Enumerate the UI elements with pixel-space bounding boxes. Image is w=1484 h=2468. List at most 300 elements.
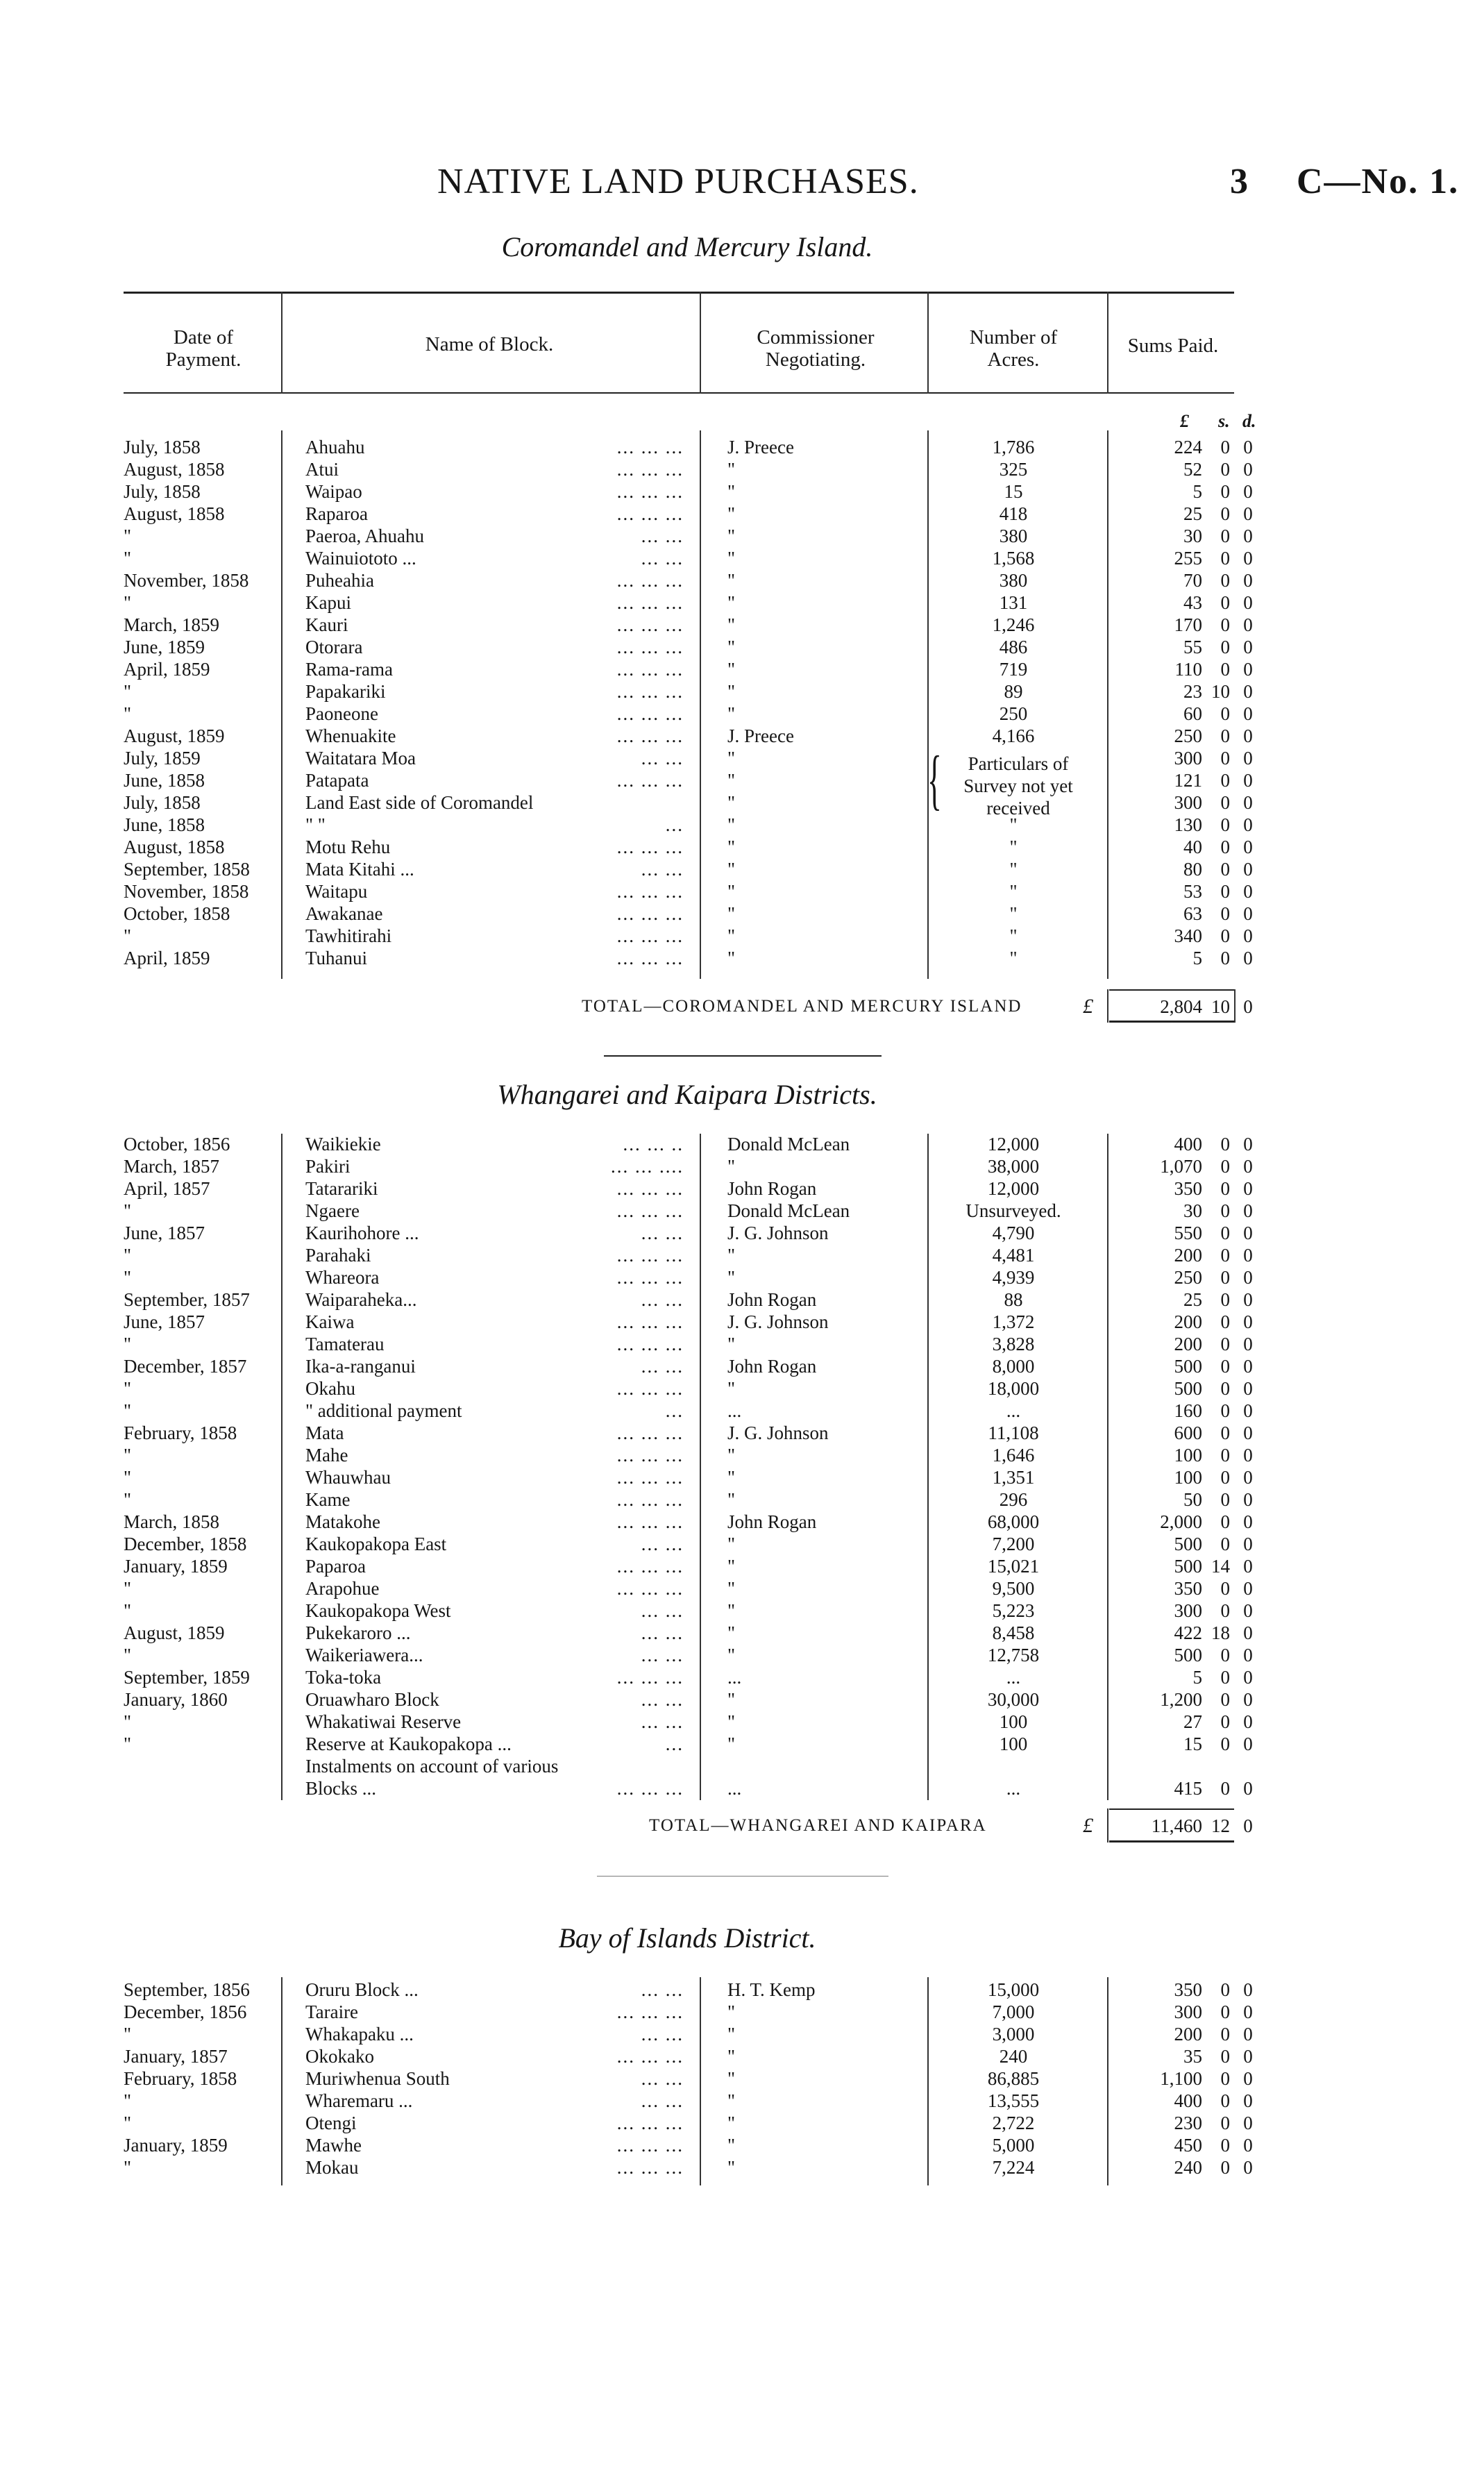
table-row (0, 1355, 1484, 1377)
leader-dots: ... ... ... (616, 2135, 684, 2156)
payment-date: January, 1857 (124, 2046, 228, 2067)
pence: 0 (1243, 1267, 1253, 1288)
leader-dots: ... ... ... (616, 1200, 684, 1221)
block-cell (305, 2001, 684, 2023)
block-name: Mata (305, 1422, 351, 1443)
table-row (0, 1333, 1484, 1355)
block-cell (305, 1288, 684, 1311)
pounds: 43 (1183, 592, 1202, 613)
table-row (0, 591, 1484, 614)
pence: 0 (1243, 1422, 1253, 1443)
block-cell (305, 858, 684, 880)
block-cell (305, 658, 684, 680)
leader-dots: ... ... .. (623, 1134, 684, 1155)
payment-date: April, 1859 (124, 659, 210, 680)
table-row (0, 1177, 1484, 1200)
leader-dots: ... (665, 1400, 684, 1421)
acres: 18,000 (987, 1378, 1040, 1399)
leader-dots: ... ... ... (616, 2157, 684, 2178)
commissioner: John Rogan (727, 1356, 817, 1377)
shillings: 0 (1220, 925, 1230, 946)
commissioner: " (727, 1378, 736, 1399)
payment-date: " (124, 548, 132, 569)
acres: 100 (999, 1734, 1028, 1754)
shillings: 0 (1220, 1645, 1230, 1665)
unit-pence: d. (1242, 411, 1256, 431)
payment-date: " (124, 1245, 132, 1266)
acres: 250 (999, 703, 1028, 724)
pence: 0 (1243, 1667, 1253, 1688)
commissioner: Donald McLean (727, 1134, 850, 1155)
block-cell (305, 2023, 684, 2045)
table-row (0, 503, 1484, 525)
commissioner: " (727, 2001, 736, 2022)
block-cell (305, 1666, 684, 1688)
commissioner: " (727, 748, 736, 769)
block-name: Puheahia (305, 570, 381, 591)
table-row (0, 1688, 1484, 1711)
block-cell (305, 814, 684, 836)
header-divider (927, 292, 929, 394)
page-header (0, 0, 1484, 229)
table-row (0, 703, 1484, 725)
table-row (0, 836, 1484, 858)
shillings: 0 (1220, 1689, 1230, 1710)
total-currency: £ (1083, 1814, 1093, 1837)
acres: 4,481 (992, 1245, 1035, 1266)
table-row (0, 1777, 1484, 1799)
shillings: 0 (1220, 1134, 1230, 1155)
pence: 0 (1243, 1289, 1253, 1310)
table-row (0, 525, 1484, 547)
leader-dots: ... ... ... (616, 1511, 684, 1532)
payment-date: June, 1858 (124, 814, 205, 835)
pounds: 5 (1192, 1667, 1202, 1688)
commissioner: " (727, 659, 736, 680)
table-row (0, 1200, 1484, 1222)
pounds: 350 (1174, 1979, 1202, 2000)
pence: 0 (1243, 481, 1253, 502)
block-cell (305, 747, 684, 769)
pence: 0 (1243, 1511, 1253, 1532)
block-cell (305, 1244, 684, 1266)
leader-dots: ... (665, 814, 684, 835)
leader-dots: ... ... (641, 1289, 684, 1310)
payment-date: September, 1856 (124, 1979, 250, 2000)
total-divider (1234, 989, 1236, 1023)
table-row (0, 436, 1484, 458)
pounds: 200 (1174, 1334, 1202, 1354)
block-cell (305, 1511, 684, 1533)
acres: 13,555 (987, 2090, 1040, 2111)
pence: 0 (1243, 526, 1253, 546)
table-row (0, 925, 1484, 947)
block-name: Whauwhau (305, 1467, 398, 1488)
block-name: Tuhanui (305, 948, 374, 968)
acres: 88 (1004, 1289, 1023, 1310)
commissioner: " (727, 1534, 736, 1554)
table-row (0, 1133, 1484, 1155)
commissioner: " (727, 703, 736, 724)
shillings: 0 (1220, 725, 1230, 746)
pounds: 80 (1183, 859, 1202, 880)
section-title-coromandel: Coromandel and Mercury Island. (501, 231, 873, 262)
commissioner: " (727, 681, 736, 702)
commissioner: " (727, 1445, 736, 1466)
shillings: 0 (1220, 637, 1230, 657)
total-label: TOTAL—COROMANDEL AND MERCURY ISLAND (582, 997, 1022, 1016)
block-cell (305, 1444, 684, 1466)
commissioner: " (727, 2046, 736, 2067)
table-row (0, 2045, 1484, 2067)
acres: 3,828 (992, 1334, 1035, 1354)
leader-dots: ... ... (641, 2068, 684, 2089)
block-cell (305, 1466, 684, 1488)
pence: 0 (1243, 2068, 1253, 2089)
acres: 68,000 (987, 1511, 1040, 1532)
shillings: 0 (1220, 1445, 1230, 1466)
leader-dots: ... ... (641, 2024, 684, 2045)
block-name: Waikeriawera... (305, 1645, 430, 1665)
block-name: Mokau (305, 2157, 366, 2178)
acres: " (1009, 859, 1018, 880)
total-pence: 0 (1243, 996, 1253, 1017)
block-name: Kaurihohore ... (305, 1223, 425, 1243)
shillings: 10 (1211, 681, 1230, 702)
shillings: 0 (1220, 1200, 1230, 1221)
acres: ... (1006, 1667, 1021, 1688)
block-cell (305, 1711, 684, 1733)
acres: 8,458 (992, 1622, 1035, 1643)
leader-dots: ... ... ... (616, 437, 684, 457)
acres: " (1009, 881, 1018, 902)
block-name: Atui (305, 459, 346, 480)
block-cell (305, 1622, 684, 1644)
payment-date: December, 1858 (124, 1534, 247, 1554)
table-row (0, 1266, 1484, 1288)
block-cell (305, 436, 684, 458)
pence: 0 (1243, 859, 1253, 880)
shillings: 0 (1220, 1422, 1230, 1443)
block-cell (305, 1777, 684, 1799)
commissioner: " (727, 948, 736, 968)
leader-dots: ... ... ... (616, 770, 684, 791)
commissioner: " (727, 837, 736, 857)
leader-dots: ... ... (641, 1979, 684, 2000)
pounds: 25 (1183, 503, 1202, 524)
commissioner: " (727, 1734, 736, 1754)
block-name: Parahaki (305, 1245, 378, 1266)
acres: 1,351 (992, 1467, 1035, 1488)
leader-dots: ... ... ... (616, 1778, 684, 1799)
table-row (0, 569, 1484, 591)
pence: 0 (1243, 2113, 1253, 2133)
block-cell (305, 903, 684, 925)
block-cell (305, 2045, 684, 2067)
shillings: 0 (1220, 437, 1230, 457)
block-name: " additional payment (305, 1400, 469, 1421)
leader-dots: ... ... ... (616, 925, 684, 946)
unit-pounds: £ (1180, 411, 1189, 431)
total-rule (1109, 1808, 1234, 1810)
payment-date: " (124, 925, 132, 946)
total-rule (1109, 1840, 1234, 1842)
pence: 0 (1243, 1489, 1253, 1510)
pounds: 60 (1183, 703, 1202, 724)
commissioner: " (727, 1489, 736, 1510)
block-cell (305, 503, 684, 525)
pence: 0 (1243, 748, 1253, 769)
table-row (0, 2090, 1484, 2112)
block-cell (305, 1733, 684, 1755)
acres: 9,500 (992, 1578, 1035, 1599)
acres: 1,646 (992, 1445, 1035, 1466)
total-rule (1109, 989, 1234, 991)
table-row (0, 1600, 1484, 1622)
table-row (0, 1422, 1484, 1444)
pounds: 100 (1174, 1445, 1202, 1466)
pounds: 300 (1174, 1600, 1202, 1621)
table-row (0, 814, 1484, 836)
leader-dots: ... ... ... (616, 725, 684, 746)
block-name: Awakanae (305, 903, 389, 924)
table-row (0, 1979, 1484, 2001)
table-row (0, 1155, 1484, 1177)
pence: 0 (1243, 1689, 1253, 1710)
block-name: Kaiwa (305, 1311, 361, 1332)
block-cell (305, 480, 684, 503)
payment-date: " (124, 2113, 132, 2133)
commissioner: " (727, 2135, 736, 2156)
pence: 0 (1243, 570, 1253, 591)
leader-dots: ... ... ... (616, 1267, 684, 1288)
leader-dots: ... ... (641, 1356, 684, 1377)
pounds: 70 (1183, 570, 1202, 591)
block-cell (305, 1555, 684, 1577)
payment-date: January, 1860 (124, 1689, 228, 1710)
commissioner: " (727, 459, 736, 480)
shillings: 0 (1220, 881, 1230, 902)
block-name: Otengi (305, 2113, 364, 2133)
payment-date: " (124, 1645, 132, 1665)
block-cell (305, 1355, 684, 1377)
table-row (0, 636, 1484, 658)
header-bottom-rule (124, 392, 1234, 394)
acres: 4,166 (992, 725, 1035, 746)
shillings: 0 (1220, 2090, 1230, 2111)
pounds: 35 (1183, 2046, 1202, 2067)
table-row (0, 614, 1484, 636)
shillings: 0 (1220, 1356, 1230, 1377)
block-cell (305, 1133, 684, 1155)
leader-dots: ... ... (641, 1622, 684, 1643)
commissioner: " (727, 1622, 736, 1643)
payment-date: " (124, 1334, 132, 1354)
commissioner: ... (727, 1667, 742, 1688)
block-name: Mata Kitahi ... (305, 859, 421, 880)
payment-date: " (124, 1267, 132, 1288)
leader-dots: ... ... (641, 2090, 684, 2111)
block-name: Otorara (305, 637, 369, 657)
acres: 1,568 (992, 548, 1035, 569)
pounds: 53 (1183, 881, 1202, 902)
pounds: 300 (1174, 792, 1202, 813)
pence: 0 (1243, 1178, 1253, 1199)
total-currency: £ (1083, 995, 1093, 1018)
shillings: 0 (1220, 1378, 1230, 1399)
commissioner: " (727, 1600, 736, 1621)
commissioner: John Rogan (727, 1289, 817, 1310)
table-row (0, 480, 1484, 503)
block-cell (305, 1400, 684, 1422)
payment-date: September, 1859 (124, 1667, 250, 1688)
pounds: 340 (1174, 925, 1202, 946)
leader-dots: ... ... ... (616, 637, 684, 657)
pence: 0 (1243, 1334, 1253, 1354)
block-cell (305, 1688, 684, 1711)
commissioner: " (727, 770, 736, 791)
block-name: Tamaterau (305, 1334, 391, 1354)
shillings: 0 (1220, 2157, 1230, 2178)
commissioner: J. G. Johnson (727, 1311, 829, 1332)
block-name: Waikiekie (305, 1134, 388, 1155)
acres: 89 (1004, 681, 1023, 702)
total-divider (1107, 989, 1108, 1023)
total-pence: 0 (1243, 1815, 1253, 1836)
block-name: Oruru Block ... (305, 1979, 425, 2000)
commissioner: J. Preece (727, 725, 794, 746)
pounds: 600 (1174, 1422, 1202, 1443)
payment-date: November, 1858 (124, 570, 249, 591)
pence: 0 (1243, 2046, 1253, 2067)
commissioner: Donald McLean (727, 1200, 850, 1221)
table-row (0, 1400, 1484, 1422)
payment-date: " (124, 1711, 132, 1732)
total-divider (1107, 1808, 1108, 1842)
pence: 0 (1243, 1356, 1253, 1377)
block-name: Pukekaroro ... (305, 1622, 417, 1643)
table-row (0, 2001, 1484, 2023)
payment-date: March, 1858 (124, 1511, 219, 1532)
leader-dots: ... ... ... (616, 881, 684, 902)
block-name: Tawhitirahi (305, 925, 398, 946)
acres: 486 (999, 637, 1028, 657)
shillings: 0 (1220, 1334, 1230, 1354)
block-name: Taraire (305, 2001, 365, 2022)
pounds: 250 (1174, 725, 1202, 746)
block-cell (305, 525, 684, 547)
shillings: 0 (1220, 1711, 1230, 1732)
shillings: 0 (1220, 548, 1230, 569)
shillings: 0 (1220, 1289, 1230, 1310)
shillings: 0 (1220, 1400, 1230, 1421)
running-title: NATIVE LAND PURCHASES. (437, 162, 919, 201)
pounds: 200 (1174, 2024, 1202, 2045)
pounds: 52 (1183, 459, 1202, 480)
block-cell (305, 2067, 684, 2090)
block-cell (305, 791, 684, 814)
leader-dots: ... ... ... (616, 1556, 684, 1577)
pounds: 5 (1192, 948, 1202, 968)
table-row (0, 1755, 1484, 1777)
shillings: 0 (1220, 1600, 1230, 1621)
pence: 0 (1243, 1156, 1253, 1177)
block-name: Mawhe (305, 2135, 369, 2156)
shillings: 0 (1220, 592, 1230, 613)
acres: 7,200 (992, 1534, 1035, 1554)
pence: 0 (1243, 1200, 1253, 1221)
leader-dots: ... ... ... (616, 1445, 684, 1466)
leader-dots: ... ... ... (616, 592, 684, 613)
payment-date: July, 1858 (124, 481, 201, 502)
pence: 0 (1243, 2135, 1253, 2156)
table-row (0, 680, 1484, 703)
pence: 0 (1243, 903, 1253, 924)
commissioner: " (727, 1334, 736, 1354)
pence: 0 (1243, 837, 1253, 857)
pence: 0 (1243, 548, 1253, 569)
acres: 131 (999, 592, 1028, 613)
pounds: 422 (1174, 1622, 1202, 1643)
pence: 0 (1243, 1979, 1253, 2000)
shillings: 0 (1220, 1489, 1230, 1510)
pounds: 2,000 (1160, 1511, 1202, 1532)
block-cell (305, 614, 684, 636)
table-row (0, 1488, 1484, 1511)
pence: 0 (1243, 814, 1253, 835)
pounds: 160 (1174, 1400, 1202, 1421)
pence: 0 (1243, 459, 1253, 480)
payment-date: " (124, 1200, 132, 1221)
payment-date: August, 1858 (124, 837, 225, 857)
acres: 296 (999, 1489, 1028, 1510)
block-name: Motu Rehu (305, 837, 397, 857)
pence: 0 (1243, 637, 1253, 657)
payment-date: " (124, 1378, 132, 1399)
block-name: Papakariki (305, 681, 392, 702)
pence: 0 (1243, 1711, 1253, 1732)
shillings: 0 (1220, 1178, 1230, 1199)
shillings: 0 (1220, 1778, 1230, 1799)
payment-date: June, 1857 (124, 1223, 205, 1243)
pounds: 350 (1174, 1578, 1202, 1599)
pence: 0 (1243, 1556, 1253, 1577)
total-rule (1109, 1021, 1234, 1023)
payment-date: " (124, 1600, 132, 1621)
pence: 0 (1243, 881, 1253, 902)
table-row (0, 2112, 1484, 2134)
payment-date: " (124, 2157, 132, 2178)
commissioner: " (727, 1556, 736, 1577)
block-name: Waitatara Moa (305, 748, 423, 769)
payment-date: June, 1859 (124, 637, 205, 657)
shillings: 0 (1220, 1734, 1230, 1754)
acres: 4,790 (992, 1223, 1035, 1243)
table-row (0, 458, 1484, 480)
block-cell (305, 725, 684, 747)
payment-date: September, 1857 (124, 1289, 250, 1310)
leader-dots: ... ... ... (616, 459, 684, 480)
total-row-coromandel (0, 994, 1484, 1019)
commissioner: " (727, 1711, 736, 1732)
acres: 418 (999, 503, 1028, 524)
shillings: 14 (1211, 1556, 1230, 1577)
table-row (0, 858, 1484, 880)
shillings: 0 (1220, 1578, 1230, 1599)
payment-date: " (124, 1734, 132, 1754)
block-name: Muriwhenua South (305, 2068, 457, 2089)
pence: 0 (1243, 1134, 1253, 1155)
